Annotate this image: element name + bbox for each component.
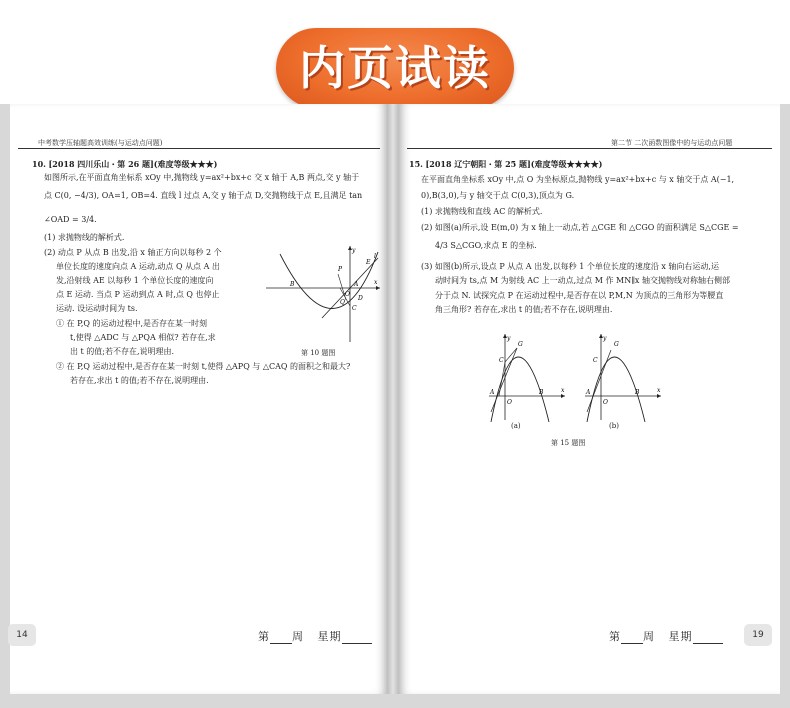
right-page <box>399 104 780 694</box>
fig15b-label-G: G <box>614 341 619 348</box>
right-xingqi-label: 星期 <box>668 630 693 643</box>
problem-10-figure <box>266 244 382 344</box>
fig10-label-O: O <box>345 291 350 298</box>
fig10-label-B: B <box>290 281 295 288</box>
fig10-label-E: E <box>366 259 371 266</box>
left-zhou-label: 周 <box>292 630 304 643</box>
fig10-label-l: l <box>374 253 376 260</box>
left-header-rule <box>18 148 380 149</box>
left-week-blank[interactable] <box>270 633 292 644</box>
problem-10-line-9: 运动. 设运动时间为 ts. <box>56 304 138 313</box>
problem-15-line-7: 动时间为 ts,点 M 为射线 AC 上一动点,过点 M 作 MN∥x 轴交抛物线对称轴右侧部 <box>435 276 730 285</box>
left-week-line <box>258 628 372 644</box>
book-spread <box>0 104 790 708</box>
problem-15-difficulty: (难度等级★★★★) <box>530 159 603 169</box>
problem-10-line-14: 若存在,求出 t 的值;若不存在,说明理由. <box>70 376 209 385</box>
fig10-label-y: y <box>352 247 356 254</box>
problem-10-number: 10. <box>32 159 46 169</box>
left-week-label: 第 <box>258 630 270 643</box>
banner <box>276 28 514 108</box>
problem-15-source: [2018 辽宁朝阳・第 25 题] <box>425 159 531 169</box>
problem-10-line-7: 发,沿射线 AE 以每秒 1 个单位长度的速度向 <box>56 276 214 285</box>
fig15b-label-A: A <box>586 389 591 396</box>
fig15b-x-arrow <box>657 394 661 398</box>
problem-15-line-6: (3) 如图(b)所示,设点 P 从点 A 出发,以每秒 1 个单位长度的速度沿 x 轴向右运动,运 <box>421 262 719 271</box>
problem-15-line-2: 0),B(3,0),与 y 轴交于点 C(0,3),顶点为 G. <box>421 191 575 200</box>
problem-10-heading <box>32 158 217 171</box>
fig15b-label-y: y <box>603 335 607 342</box>
fig15b-label-C: C <box>593 357 598 364</box>
problem-10-line-1: 如图所示,在平面直角坐标系 xOy 中,抛物线 y=ax²+bx+c 交 x 轴于 A,B 两点,交 y 轴于 <box>44 173 360 182</box>
left-running-header: 中考数学压轴题高效训练(与运动点问题) <box>38 139 163 147</box>
fig15b-label-B: B <box>635 389 640 396</box>
problem-10-line-3: ∠OAD = 3/4. <box>44 215 97 224</box>
fig10-label-Q: Q <box>340 299 345 306</box>
fig15a-label-A: A <box>490 389 495 396</box>
banner-title: 内页试读 <box>299 41 491 95</box>
right-xingqi-blank[interactable] <box>693 633 723 644</box>
book-gutter <box>387 104 399 694</box>
right-running-header: 第二节 二次函数图像中的与运动点问题 <box>611 139 733 147</box>
left-xingqi-blank[interactable] <box>342 633 372 644</box>
problem-15-figure-b <box>583 332 663 422</box>
problem-10-line-12: 出 t 的值;若不存在,说明理由. <box>70 347 175 356</box>
problem-15-line-3: (1) 求抛物线和直线 AC 的解析式. <box>421 207 543 216</box>
fig10-x-arrow <box>376 286 380 290</box>
problem-10-line-4: (1) 求抛物线的解析式. <box>44 233 125 242</box>
problem-15-figure-a <box>487 332 567 422</box>
right-week-label: 第 <box>609 630 621 643</box>
problem-15-sub-b: (b) <box>609 422 619 430</box>
fig15b-label-O: O <box>603 399 608 406</box>
problem-10-line-8: 点 E 运动. 当点 P 运动到点 A 时,点 Q 也停止 <box>56 290 220 299</box>
fig10-label-A: A <box>354 281 359 288</box>
fig10-label-P: P <box>338 266 343 273</box>
fig15a-label-y: y <box>507 335 511 342</box>
fig10-label-D: D <box>358 295 363 302</box>
left-xingqi-label: 星期 <box>317 630 342 643</box>
right-week-line <box>609 628 723 644</box>
fig15a-x-arrow <box>561 394 565 398</box>
problem-15-line-4: (2) 如图(a)所示,设 E(m,0) 为 x 轴上一动点,若 △CGE 和 △CGO 的面积满足 S△CGE = <box>421 223 739 232</box>
fig10-label-C: C <box>352 305 357 312</box>
problem-10-figure-caption: 第 10 题图 <box>301 349 336 357</box>
right-page-number: 19 <box>744 624 772 646</box>
problem-10-line-11: t,使得 △ADC 与 △PQA 相似? 若存在,求 <box>70 333 216 342</box>
right-week-blank[interactable] <box>621 633 643 644</box>
fig15a-label-C: C <box>499 357 504 364</box>
left-page-number: 14 <box>8 624 36 646</box>
fig15a-label-x: x <box>561 387 565 394</box>
fig10-parabola <box>280 252 378 309</box>
problem-15-number: 15. <box>409 159 423 169</box>
problem-10-line-2: 点 C(0, −4/3), OA=1, OB=4. 直线 l 过点 A,交 y 轴于点 D,交抛物线于点 E,且满足 tan <box>44 191 363 200</box>
problem-10-line-5: (2) 动点 P 从点 B 出发,沿 x 轴正方向以每秒 2 个 <box>44 248 222 257</box>
problem-10-source: [2018 四川乐山・第 26 题] <box>48 159 154 169</box>
problem-15-line-9: 角三角形? 若存在,求出 t 的值;若不存在,说明理由. <box>435 305 613 314</box>
fig15a-label-O: O <box>507 399 512 406</box>
problem-10-line-10: ① 在 P,Q 的运动过程中,是否存在某一时刻 <box>56 319 208 328</box>
left-page <box>10 104 387 694</box>
fig15a-line-AC <box>491 348 517 412</box>
fig15a-label-G: G <box>518 341 523 348</box>
problem-15-sub-a: (a) <box>511 422 521 430</box>
fig15a-label-B: B <box>539 389 544 396</box>
problem-10-difficulty: (难度等级★★★) <box>153 159 218 169</box>
problem-15-figure-caption: 第 15 题图 <box>551 439 586 447</box>
fig15b-label-x: x <box>657 387 661 394</box>
problem-15-heading <box>409 158 602 171</box>
problem-15-line-1: 在平面直角坐标系 xOy 中,点 O 为坐标原点,抛物线 y=ax²+bx+c 与 x 轴交于点 A(−1, <box>421 175 735 184</box>
problem-15-line-8: 分于点 N. 试探究点 P 在运动过程中,是否存在以 P,M,N 为顶点的三角形为等腰直 <box>435 291 724 300</box>
right-header-rule <box>407 148 772 149</box>
problem-10-line-6: 单位长度的速度向点 A 运动,动点 Q 从点 A 出 <box>56 262 220 271</box>
problem-10-line-13: ② 在 P,Q 运动过程中,是否存在某一时刻 t,使得 △APQ 与 △CAQ 的面积之和最大? <box>56 362 351 371</box>
right-zhou-label: 周 <box>643 630 655 643</box>
fig15a-segment-CG <box>505 348 517 362</box>
problem-15-line-5: 4/3 S△CGO,求点 E 的坐标. <box>435 241 537 250</box>
fig10-label-x: x <box>374 279 378 286</box>
